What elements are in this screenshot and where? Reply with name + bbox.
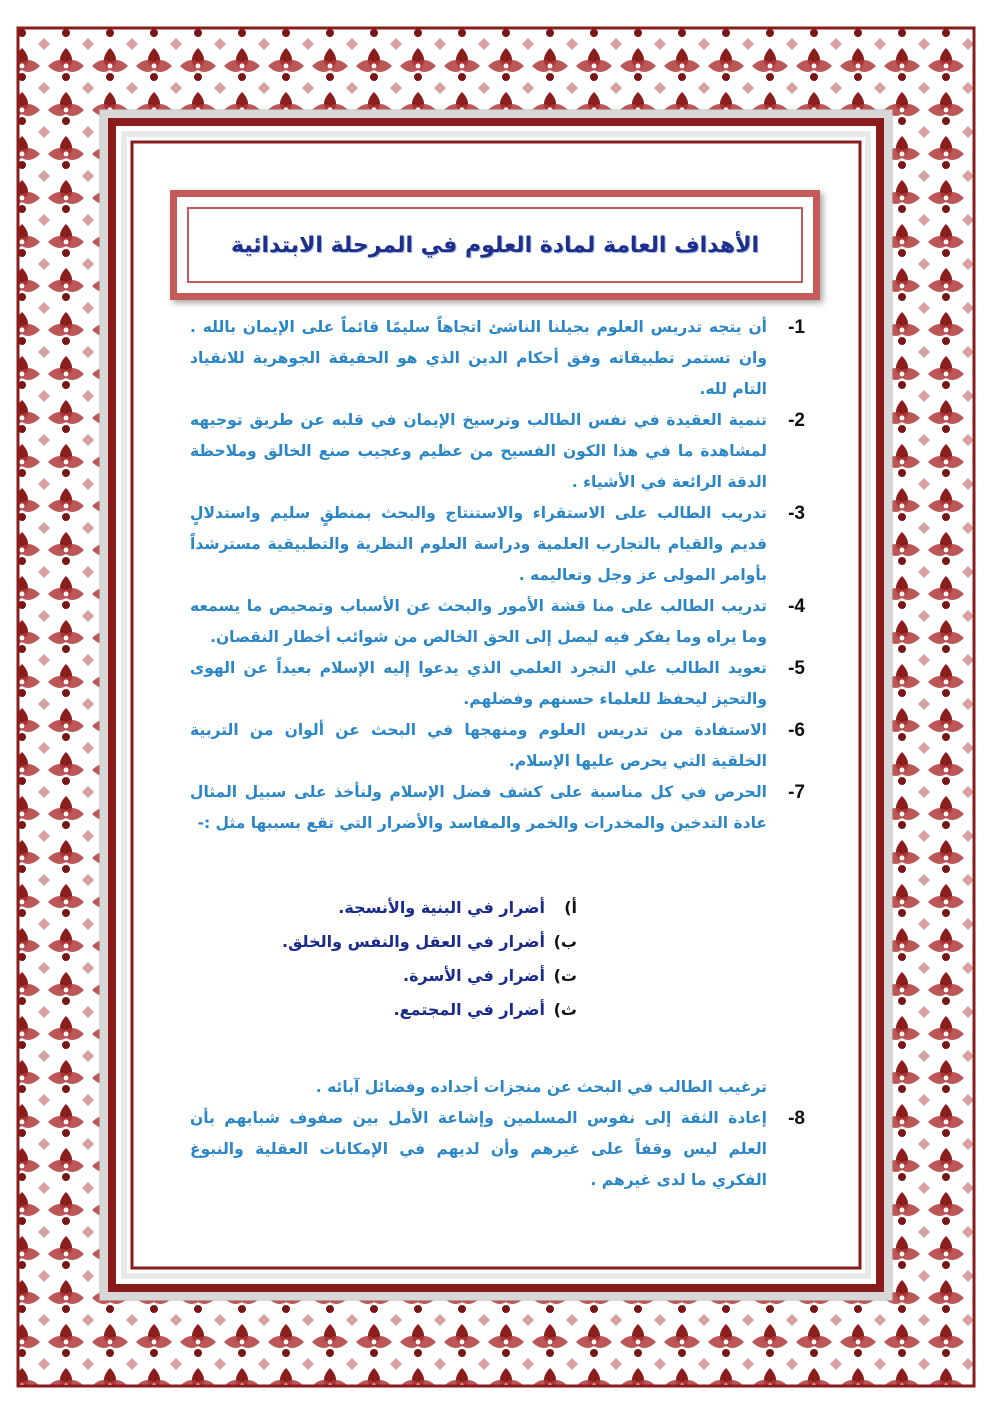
title-box	[170, 190, 820, 300]
sub-item-mark: ث)	[553, 1000, 577, 1019]
item-number: -6	[788, 720, 805, 741]
sub-item-mark: أ)	[564, 898, 577, 917]
item-text: الاستفادة من تدريس العلوم ومنهجها في البحث عن ألوان من التربية الخلقية التي يحرص عليها الإسلام.	[190, 721, 767, 770]
objective-item	[190, 498, 805, 591]
standalone-objective: ترغيب الطالب في البحث عن منجزات أجداده وفضائل آبائه .	[315, 1078, 767, 1096]
item-number: -1	[788, 317, 805, 338]
item-number: -5	[788, 658, 805, 679]
item-text: إعادة الثقة إلى نفوس المسلمين وإشاعة الأمل بين صفوف شبابهم بأن العلم ليس وقفاً على غيرهم وأن لديهم في الإمكانات العقلية والنبوغ الفكري ما لدى غيرهم .	[190, 1109, 767, 1189]
sub-item-mark: ت)	[553, 966, 577, 985]
item-text: الحرص في كل مناسبة على كشف فضل الإسلام ولنأخذ على سبيل المثال عادة التدخين والمخدرات والخمر والمفاسد والأضرار التي تقع بسببها مثل :-	[190, 783, 767, 832]
title-inner-frame	[187, 207, 803, 283]
page-title: الأهداف العامة لمادة العلوم في المرحلة الابتدائية	[230, 232, 760, 258]
objective-item	[190, 1103, 805, 1196]
harms-sublist	[190, 891, 805, 1027]
sub-item-text: أضرار في العقل والنفس والخلق.	[282, 932, 545, 951]
sub-item	[190, 993, 577, 1027]
sub-item-text: أضرار في الأسرة.	[402, 966, 545, 985]
sub-item	[190, 891, 577, 925]
sub-item	[190, 959, 577, 993]
objective-item	[190, 405, 805, 498]
sub-item-text: أضرار في المجتمع.	[393, 1000, 545, 1019]
item-text: تعويد الطالب علي التجرد العلمي الذي يدعوا إليه الإسلام بعيداً عن الهوى والتحيز ليحفظ للعلماء حسنهم وفضلهم.	[190, 659, 767, 708]
item-text: تدريب الطالب على منا قشة الأمور والبحث عن الأسباب وتمحيص ما يسمعه وما يراه وما يفكر فيه ليصل إلى الحق الخالص من شوائب أخطار النقصان.	[190, 597, 767, 646]
objective-item	[190, 312, 805, 405]
item-text: تدريب الطالب على الاستقراء والاستنتاج والبحث بمنطقٍ سليم واستدلالٍ قديم والقيام بالتجارب العلمية ودراسة العلوم النظرية والتطبيقية مسترشداً بأوامر المولى عز وجل وتعاليمه .	[190, 504, 767, 584]
item-text: أن يتجه تدريس العلوم بجيلنا الناشئ اتجاهاً سليمًا قائماً على الإيمان بالله . وان تستمر تطبيقاته وفق أحكام الدين الذي هو الحقيقة الجوهرية للانقياد التام لله.	[190, 318, 767, 398]
item-text: تنمية العقيدة في نفس الطالب وترسيخ الإيمان في قلبه عن طريق توجيهه لمشاهدة ما في هذا الكون الفسيح من عظيم وعجيب صنع الخالق وملاحظة الدقة الرائعة في الأشياء .	[190, 411, 767, 491]
item-number: -4	[788, 596, 805, 617]
sub-item-text: أضرار في البنية والأنسجة.	[338, 898, 545, 917]
item-number: -8	[788, 1108, 805, 1129]
objective-item	[190, 777, 805, 839]
item-number: -3	[788, 503, 805, 524]
objective-item	[190, 653, 805, 715]
objective-item	[190, 715, 805, 777]
item-number: -7	[788, 782, 805, 803]
sub-item	[190, 925, 577, 959]
sub-item-mark: ب)	[553, 932, 577, 951]
item-number: -2	[788, 410, 805, 431]
objective-item	[190, 591, 805, 653]
objectives-list	[190, 312, 805, 1196]
